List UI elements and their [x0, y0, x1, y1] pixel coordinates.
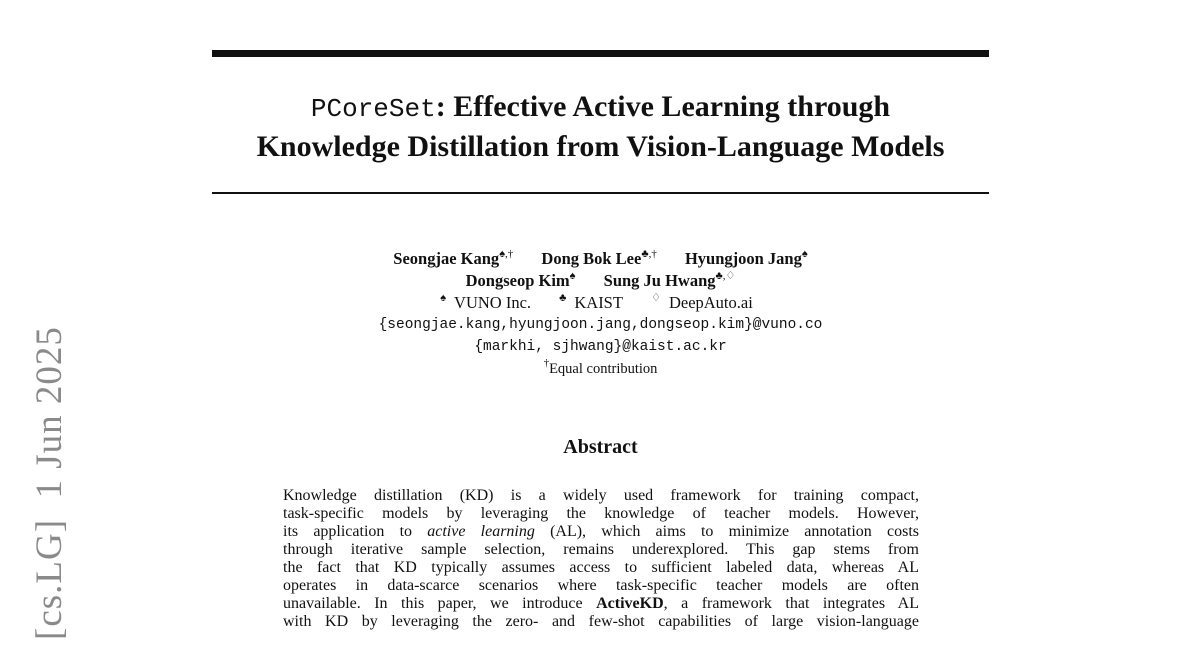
- abstract-line: through iterative sample selection, remains underexplored. This gap stems from: [283, 541, 919, 558]
- author-block: [212, 248, 989, 380]
- title-rule: [212, 192, 989, 194]
- top-rule: [212, 50, 989, 57]
- author: Seongjae Kang♠,†: [393, 248, 514, 268]
- title-line-1-text: : Effective Active Learning through: [435, 90, 891, 123]
- email-line: {seongjae.kang,hyungjoon.jang,dongseop.kim}@vuno.co: [378, 317, 823, 333]
- author-line-1: [212, 248, 989, 270]
- abstract-line: the fact that KD typically assumes access to sufficient labeled data, whereas AL: [283, 559, 919, 576]
- abstract-heading: Abstract: [563, 436, 638, 458]
- abstract-line: Knowledge distillation (KD) is a widely used framework for training compact,: [283, 487, 919, 504]
- abstract-line: its application to active learning (AL), which aims to minimize annotation costs: [283, 523, 919, 540]
- affiliation: ♢ DeepAuto.ai: [651, 292, 753, 312]
- arxiv-side-stamp: [cs.LG] 1 Jun 2025: [29, 326, 70, 640]
- author: Sung Ju Hwang♣,♢: [603, 270, 736, 290]
- author-line-2: [212, 270, 989, 292]
- title-line-2: Knowledge Distillation from Vision-Language Models: [256, 130, 945, 163]
- affiliations: [212, 292, 989, 314]
- email-line: {markhi, sjhwang}@kaist.ac.kr: [474, 339, 727, 355]
- author: Dongseop Kim♠: [465, 270, 576, 290]
- abstract-line: unavailable. In this paper, we introduce ActiveKD, a framework that integrates AL: [283, 595, 920, 612]
- abstract-body: [283, 487, 919, 631]
- author: Hyungjoon Jang♠: [684, 248, 808, 268]
- equal-contribution-note: †Equal contribution: [543, 357, 658, 377]
- abstract-line: task-specific models by leveraging the knowledge of teacher models. However,: [283, 505, 919, 522]
- title-line-1: [212, 88, 989, 128]
- paper-title: [212, 88, 989, 166]
- abstract-line: operates in data-scarce scenarios where task-specific teacher models are often: [283, 577, 919, 594]
- affiliation: ♣ KAIST: [559, 292, 623, 312]
- affiliation: ♠ VUNO Inc.: [440, 292, 532, 312]
- abstract-line: with KD by leveraging the zero- and few-shot capabilities of large vision-language: [283, 613, 919, 630]
- author: Dong Bok Lee♣,†: [541, 248, 657, 268]
- title-method-name: PCoreSet: [310, 94, 436, 124]
